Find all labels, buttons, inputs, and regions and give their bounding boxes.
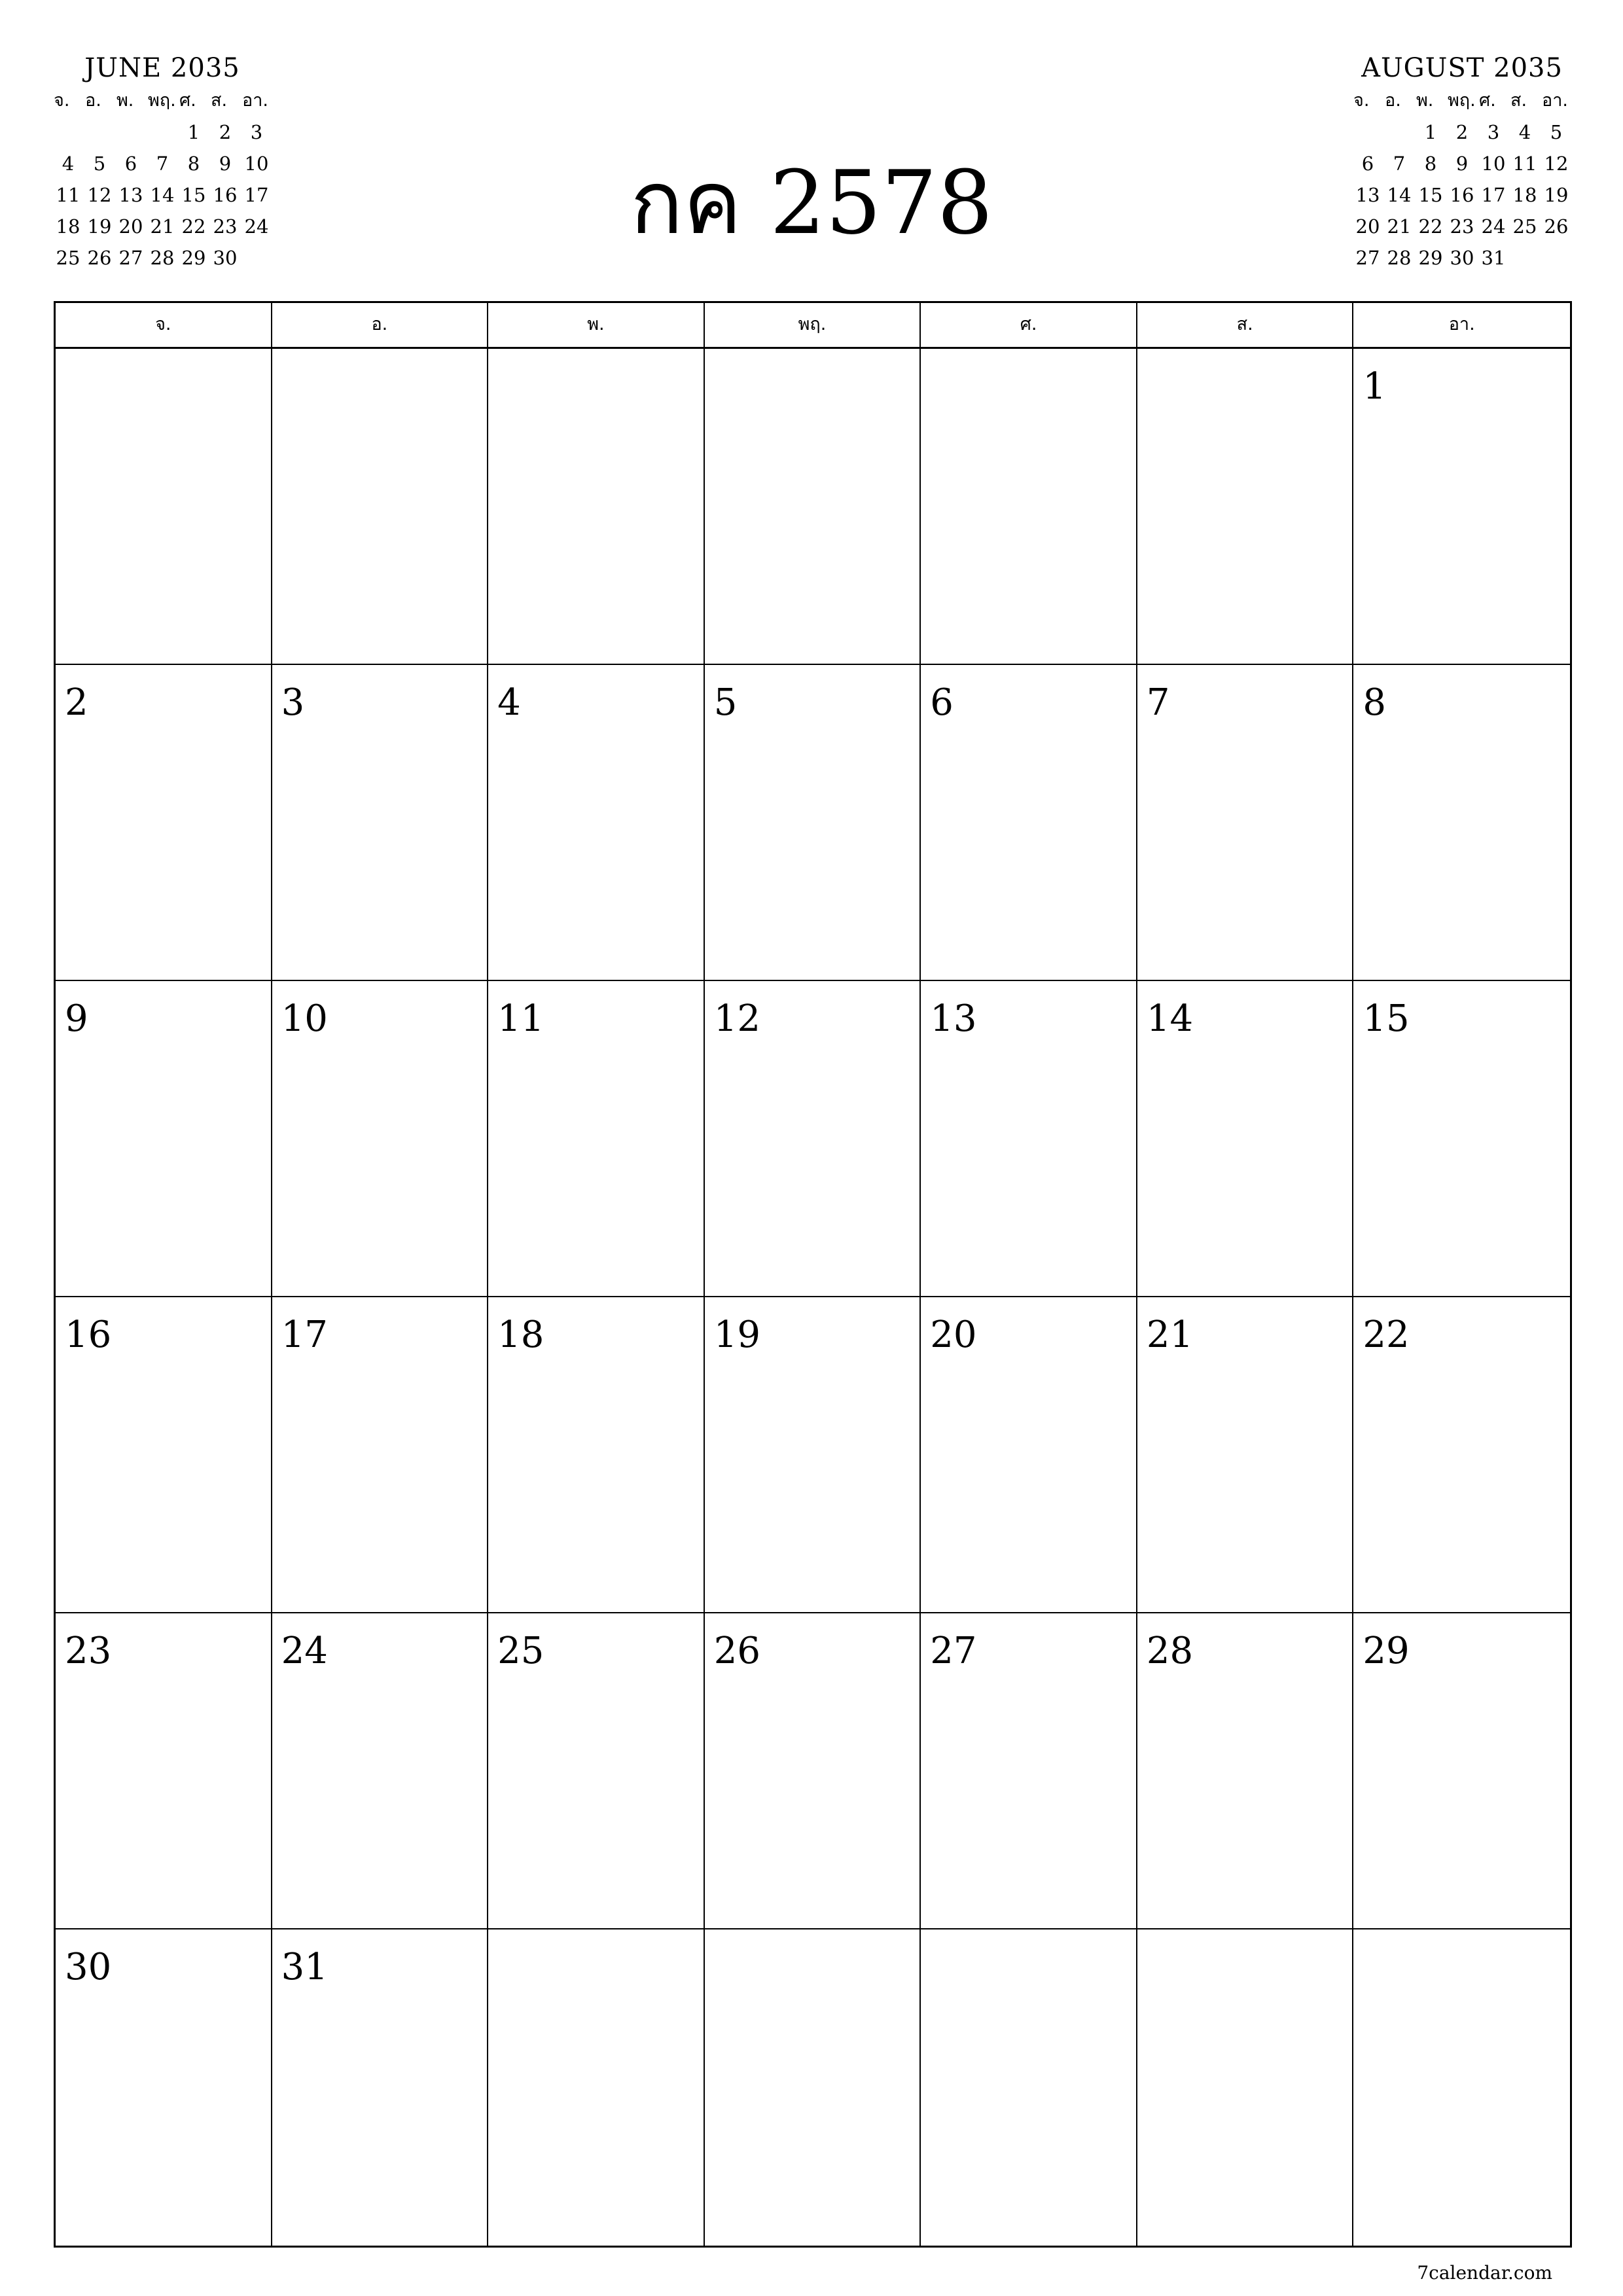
weekday-header: พฤ.	[705, 303, 921, 349]
mini-day-number	[1383, 117, 1415, 148]
mini-day-number: 17	[1481, 184, 1506, 206]
day-number: 20	[930, 1314, 977, 1356]
mini-weekday-label: ส.	[1510, 90, 1527, 111]
weekday-header: จ.	[56, 303, 272, 349]
mini-day-number: 24	[244, 215, 269, 238]
mini-day-number: 12	[1544, 152, 1569, 175]
day-cell	[272, 1613, 489, 1929]
mini-weekday-label: อ.	[85, 90, 101, 111]
day-cell	[1137, 1613, 1354, 1929]
day-cell	[1137, 1297, 1354, 1613]
day-cell	[488, 665, 705, 981]
mini-day-number: 11	[56, 184, 80, 206]
day-number: 17	[281, 1314, 328, 1356]
day-cell	[921, 981, 1137, 1297]
mini-day-number: 29	[1418, 247, 1443, 269]
mini-day-number: 25	[56, 247, 80, 269]
mini-day-number: 13	[1355, 184, 1380, 206]
mini-day-number: 15	[181, 184, 206, 206]
day-number: 30	[65, 1946, 112, 1988]
mini-day-number: 21	[150, 215, 175, 238]
mini-day-number: 5	[93, 152, 106, 175]
mini-day-number: 29	[181, 247, 206, 269]
weekday-header: พ.	[488, 303, 705, 349]
mini-day-number: 7	[1393, 152, 1406, 175]
prev-month-title: JUNE 2035	[84, 53, 240, 83]
day-number: 16	[65, 1314, 112, 1356]
day-number: 26	[713, 1630, 760, 1672]
day-number: 18	[497, 1314, 544, 1356]
mini-day-number: 30	[213, 247, 238, 269]
mini-day-number: 1	[187, 121, 200, 143]
mini-day-number: 28	[150, 247, 175, 269]
day-number: 5	[713, 681, 738, 724]
mini-weekday-label: อา.	[1542, 90, 1568, 111]
mini-weekday-label: จ.	[54, 90, 70, 111]
mini-day-number: 21	[1387, 215, 1412, 238]
day-cell	[1353, 349, 1570, 665]
day-cell	[56, 349, 272, 665]
mini-day-number: 16	[1450, 184, 1474, 206]
mini-day-number: 7	[156, 152, 169, 175]
day-cell	[56, 1929, 272, 2246]
day-cell	[488, 981, 705, 1297]
mini-day-number: 15	[1418, 184, 1443, 206]
weekday-header: อ.	[272, 303, 489, 349]
day-cell	[272, 1929, 489, 2246]
mini-day-number: 6	[124, 152, 137, 175]
day-number: 24	[281, 1630, 328, 1672]
day-cell	[921, 665, 1137, 981]
day-cell	[272, 665, 489, 981]
mini-day-number: 19	[87, 215, 112, 238]
mini-day-number: 31	[1481, 247, 1506, 269]
mini-day-number: 14	[150, 184, 175, 206]
mini-day-number: 11	[1512, 152, 1537, 175]
day-cell	[488, 1929, 705, 2246]
mini-day-number	[1509, 242, 1541, 274]
mini-weekday-label: ส.	[211, 90, 228, 111]
day-cell	[705, 1613, 921, 1929]
day-number: 22	[1363, 1314, 1410, 1356]
day-number: 2	[65, 681, 88, 724]
weekday-header: อา.	[1353, 303, 1570, 349]
day-cell	[488, 1297, 705, 1613]
day-number: 7	[1146, 681, 1170, 724]
day-number: 31	[281, 1946, 328, 1988]
day-cell	[488, 349, 705, 665]
day-cell	[921, 1929, 1137, 2246]
day-number: 3	[281, 681, 305, 724]
day-number: 29	[1363, 1630, 1410, 1672]
day-cell	[488, 1613, 705, 1929]
day-cell	[1353, 1613, 1570, 1929]
day-number: 21	[1146, 1314, 1194, 1356]
mini-weekday-label: ศ.	[1479, 90, 1496, 111]
mini-day-number: 30	[1450, 247, 1474, 269]
mini-day-number	[1541, 242, 1572, 274]
next-month-mini-calendar	[1352, 51, 1572, 274]
day-number: 15	[1363, 997, 1410, 1040]
mini-day-number: 12	[87, 184, 112, 206]
mini-day-number: 13	[118, 184, 143, 206]
mini-day-number: 4	[1518, 121, 1531, 143]
mini-day-number	[1352, 117, 1383, 148]
day-number: 19	[713, 1314, 760, 1356]
mini-day-number: 27	[1355, 247, 1380, 269]
day-number: 1	[1363, 365, 1387, 408]
day-number: 14	[1146, 997, 1194, 1040]
mini-day-number: 16	[213, 184, 238, 206]
day-cell	[272, 349, 489, 665]
weekday-header: ส.	[1137, 303, 1354, 349]
day-number: 28	[1146, 1630, 1194, 1672]
mini-day-number: 4	[62, 152, 75, 175]
mini-day-number: 26	[87, 247, 112, 269]
day-cell	[1353, 1929, 1570, 2246]
day-cell	[921, 349, 1137, 665]
day-cell	[1137, 981, 1354, 1297]
mini-day-number: 20	[118, 215, 143, 238]
day-cell	[705, 1929, 921, 2246]
day-cell	[1353, 665, 1570, 981]
mini-day-number: 14	[1387, 184, 1412, 206]
day-number: 27	[930, 1630, 977, 1672]
mini-day-number: 9	[219, 152, 232, 175]
day-number: 23	[65, 1630, 112, 1672]
mini-day-number: 27	[118, 247, 143, 269]
day-number: 13	[930, 997, 977, 1040]
mini-day-number: 10	[244, 152, 269, 175]
day-number: 12	[713, 997, 760, 1040]
mini-weekday-label: อ.	[1385, 90, 1401, 111]
day-cell	[56, 1613, 272, 1929]
day-cell	[272, 981, 489, 1297]
day-cell	[921, 1613, 1137, 1929]
mini-day-number: 18	[1512, 184, 1537, 206]
day-number: 11	[497, 997, 544, 1040]
mini-weekday-label: พ.	[1416, 90, 1434, 111]
mini-weekday-label: พฤ.	[1448, 90, 1476, 111]
day-cell	[1353, 1297, 1570, 1613]
mini-weekday-label: จ.	[1353, 90, 1370, 111]
mini-day-number: 19	[1544, 184, 1569, 206]
mini-weekday-label: พ.	[116, 90, 134, 111]
day-cell	[921, 1297, 1137, 1613]
mini-day-number: 3	[250, 121, 263, 143]
mini-day-number: 6	[1361, 152, 1374, 175]
mini-day-number: 10	[1481, 152, 1506, 175]
mini-day-number: 3	[1487, 121, 1500, 143]
mini-day-number: 8	[1424, 152, 1437, 175]
day-cell	[56, 1297, 272, 1613]
day-number: 25	[497, 1630, 544, 1672]
day-number: 6	[930, 681, 954, 724]
mini-day-number: 1	[1424, 121, 1437, 143]
watermark: 7calendar.com	[1417, 2262, 1552, 2284]
next-month-grid	[1352, 85, 1572, 274]
day-cell	[705, 981, 921, 1297]
mini-weekday-label: ศ.	[179, 90, 196, 111]
day-cell	[1137, 1929, 1354, 2246]
day-cell	[705, 1297, 921, 1613]
mini-day-number: 24	[1481, 215, 1506, 238]
mini-weekday-label: พฤ.	[148, 90, 176, 111]
day-cell	[56, 665, 272, 981]
mini-day-number: 8	[187, 152, 200, 175]
month-name: กค	[630, 152, 742, 254]
day-number: 8	[1363, 681, 1387, 724]
day-cell	[56, 981, 272, 1297]
mini-day-number: 9	[1455, 152, 1469, 175]
mini-day-number: 17	[244, 184, 269, 206]
mini-day-number: 2	[1455, 121, 1469, 143]
next-month-title: AUGUST 2035	[1361, 53, 1563, 83]
mini-day-number: 23	[213, 215, 238, 238]
day-cell	[1137, 665, 1354, 981]
mini-day-number: 2	[219, 121, 232, 143]
day-cell	[705, 665, 921, 981]
day-number: 4	[497, 681, 521, 724]
day-cell	[1353, 981, 1570, 1297]
day-number: 10	[281, 997, 328, 1040]
mini-weekday-label: อา.	[242, 90, 268, 111]
year-number: 2578	[770, 152, 993, 254]
weekday-header: ศ.	[921, 303, 1137, 349]
day-cell	[705, 349, 921, 665]
day-cell	[1137, 349, 1354, 665]
mini-day-number: 22	[181, 215, 206, 238]
mini-day-number: 20	[1355, 215, 1380, 238]
mini-day-number: 23	[1450, 215, 1474, 238]
month-grid	[54, 301, 1572, 2248]
day-cell	[272, 1297, 489, 1613]
day-number: 9	[65, 997, 88, 1040]
mini-day-number: 18	[56, 215, 80, 238]
mini-day-number: 25	[1512, 215, 1537, 238]
mini-day-number: 28	[1387, 247, 1412, 269]
mini-day-number: 5	[1550, 121, 1563, 143]
mini-day-number: 22	[1418, 215, 1443, 238]
mini-day-number: 26	[1544, 215, 1569, 238]
